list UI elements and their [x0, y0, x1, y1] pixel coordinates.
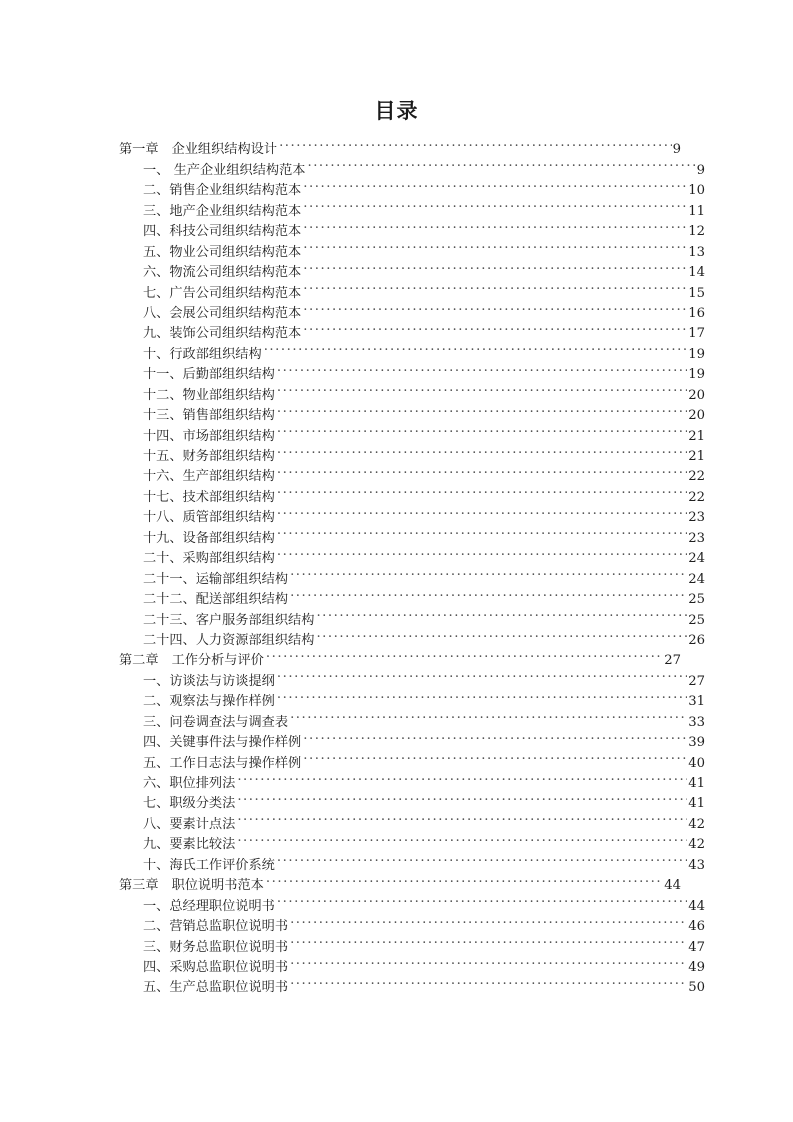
toc-dot-leader [277, 399, 687, 419]
toc-dot-leader [277, 358, 687, 378]
toc-dot-leader [277, 685, 687, 705]
toc-dot-leader [277, 460, 687, 480]
toc-dot-leader [307, 153, 695, 173]
toc-entry-label: 二、营销总监职位说明书 [143, 919, 289, 935]
toc-entry-label: 十、行政部组织结构 [143, 346, 262, 362]
toc-dot-leader [290, 910, 687, 930]
toc-dot-leader [290, 705, 687, 725]
toc-dot-leader [237, 807, 687, 827]
toc-dot-leader [303, 256, 687, 276]
toc-entry-page-number: 12 [688, 224, 705, 240]
toc-dot-leader [277, 480, 687, 500]
table-of-contents [119, 133, 705, 996]
toc-entry-page-number: 17 [688, 326, 705, 342]
toc-entry-label: 九、装饰公司组织结构范本 [143, 326, 302, 342]
toc-dot-leader [277, 542, 687, 562]
toc-entry-page-number: 10 [688, 183, 705, 199]
toc-entry-page-number: 21 [688, 449, 705, 464]
toc-entry-label: 五、工作日志法与操作样例 [143, 755, 302, 771]
toc-entry-number: 第一章 [119, 142, 159, 158]
toc-dot-leader [277, 521, 687, 541]
toc-entry-label: 十八、质管部组织结构 [143, 510, 275, 526]
toc-dot-leader [290, 951, 687, 971]
toc-entry-label: 二十一、运输部组织结构 [143, 571, 289, 587]
toc-entry-page-number: 25 [688, 612, 705, 628]
toc-dot-leader [266, 869, 663, 889]
toc-entry-page-number: 43 [688, 857, 705, 873]
toc-entry-page-number: 42 [688, 837, 705, 853]
toc-entry-page-number: 31 [688, 694, 705, 710]
toc-entry-page-number: 40 [688, 755, 705, 771]
toc-entry-page-number: 20 [688, 387, 705, 403]
toc-entry-page-number: 41 [688, 796, 705, 812]
toc-entry-page-number: 27 [664, 653, 681, 669]
toc-entry-page-number: 23 [688, 510, 705, 526]
toc-entry-page-number: 14 [688, 265, 705, 281]
toc-dot-leader [277, 440, 687, 460]
toc-entry-label: 二十二、配送部组织结构 [143, 592, 289, 608]
toc-entry-page-number: 22 [688, 489, 705, 505]
toc-dot-leader [277, 889, 687, 909]
toc-entry-page-number: 44 [688, 898, 705, 914]
toc-entry-page-number: 24 [688, 571, 705, 587]
toc-dot-leader [290, 930, 687, 950]
toc-dot-leader [277, 501, 687, 521]
toc-entry-label: 四、关键事件法与操作样例 [143, 735, 302, 751]
toc-dot-leader [237, 787, 687, 807]
toc-entry-label: 八、要素计点法 [143, 816, 236, 832]
toc-entry-label: 二十、采购部组织结构 [143, 551, 275, 567]
toc-entry-number: 第二章 [119, 653, 159, 669]
toc-entry-label: 十、海氏工作评价系统 [143, 857, 275, 873]
toc-dot-leader [303, 297, 687, 317]
toc-dot-leader [279, 133, 672, 153]
toc-dot-leader [303, 746, 687, 766]
toc-dot-leader [303, 235, 687, 255]
toc-dot-leader [277, 419, 687, 439]
toc-dot-leader [290, 562, 687, 582]
toc-dot-leader [277, 664, 687, 684]
toc-entry-page-number: 23 [688, 530, 705, 546]
toc-entry-label: 五、生产总监职位说明书 [143, 980, 289, 996]
toc-entry-label: 二十四、人力资源部组织结构 [143, 632, 315, 648]
toc-entry-label: 十七、技术部组织结构 [143, 489, 275, 505]
toc-entry-page-number: 50 [688, 980, 705, 996]
toc-entry-label: 二十三、客户服务部组织结构 [143, 612, 315, 628]
toc-entry-page-number: 41 [688, 776, 705, 791]
toc-entry[interactable] [119, 133, 681, 158]
toc-entry-label: 一、总经理职位说明书 [143, 898, 275, 914]
toc-entry-page-number: 44 [664, 878, 681, 894]
toc-dot-leader [237, 767, 687, 787]
toc-entry-page-number: 42 [688, 816, 705, 832]
toc-entry-page-number: 46 [688, 919, 705, 935]
toc-entry-page-number: 19 [688, 367, 705, 383]
toc-entry-page-number: 47 [688, 939, 705, 955]
toc-entry-label: 二、销售企业组织结构范本 [143, 183, 302, 199]
toc-entry-label: 三、财务总监职位说明书 [143, 939, 289, 955]
toc-dot-leader [290, 583, 687, 603]
toc-dot-leader [316, 603, 687, 623]
toc-entry-label: 十九、设备部组织结构 [143, 530, 275, 546]
toc-entry-label: 八、会展公司组织结构范本 [143, 305, 302, 321]
toc-entry-label: 九、要素比较法 [143, 837, 236, 853]
toc-entry-label: 十三、销售部组织结构 [143, 408, 275, 424]
toc-entry-label: 二、观察法与操作样例 [143, 694, 275, 710]
toc-dot-leader [303, 317, 687, 337]
toc-entry-page-number: 25 [688, 592, 705, 608]
toc-entry-page-number: 19 [688, 346, 705, 362]
toc-dot-leader [303, 276, 687, 296]
toc-dot-leader [303, 194, 687, 214]
toc-entry-label: 十五、财务部组织结构 [143, 449, 275, 464]
toc-entry-page-number: 26 [688, 632, 705, 648]
toc-entry-label: 十一、后勤部组织结构 [143, 367, 275, 383]
toc-dot-leader [303, 174, 687, 194]
toc-entry-label: 七、广告公司组织结构范本 [143, 285, 302, 301]
toc-dot-leader [277, 378, 687, 398]
toc-entry-label: 四、科技公司组织结构范本 [143, 224, 302, 240]
toc-entry-page-number: 16 [688, 305, 705, 321]
toc-entry-label: 六、物流公司组织结构范本 [143, 265, 302, 281]
toc-entry-label: 一、访谈法与访谈提纲 [143, 673, 275, 689]
toc-entry-label: 工作分析与评价 [171, 653, 264, 669]
toc-dot-leader [303, 215, 687, 235]
toc-entry-page-number: 27 [688, 673, 705, 689]
toc-dot-leader [264, 337, 688, 357]
toc-entry-label: 十二、物业部组织结构 [143, 387, 275, 403]
toc-dot-leader [303, 726, 687, 746]
toc-entry-label: 四、采购总监职位说明书 [143, 959, 289, 975]
toc-entry-page-number: 21 [688, 428, 705, 444]
toc-entry-label: 三、地产企业组织结构范本 [143, 203, 302, 219]
toc-entry-page-number: 20 [688, 408, 705, 424]
toc-entry-page-number: 33 [688, 714, 705, 730]
toc-entry-page-number: 15 [688, 285, 705, 301]
toc-entry-page-number: 13 [688, 244, 705, 260]
toc-entry-page-number: 49 [688, 959, 705, 975]
toc-entry-page-number: 9 [696, 162, 705, 178]
toc-entry-label: 六、职位排列法 [143, 776, 236, 791]
toc-entry-label: 十四、市场部组织结构 [143, 428, 275, 444]
toc-entry-label: 职位说明书范本 [171, 878, 264, 894]
toc-entry-page-number: 22 [688, 469, 705, 485]
toc-dot-leader [266, 644, 663, 664]
toc-entry-page-number: 11 [688, 203, 705, 219]
toc-entry-label: 十六、生产部组织结构 [143, 469, 275, 485]
toc-entry-page-number: 39 [688, 735, 705, 751]
toc-entry-label: 三、问卷调查法与调查表 [143, 714, 289, 730]
toc-entry-number: 第三章 [119, 878, 159, 894]
toc-entry-label: 七、职级分类法 [143, 796, 236, 812]
toc-entry-page-number: 9 [672, 142, 681, 158]
toc-dot-leader [290, 971, 687, 991]
toc-entry-page-number: 24 [688, 551, 705, 567]
page-title: 目录 [374, 98, 419, 123]
toc-entry-label: 五、物业公司组织结构范本 [143, 244, 302, 260]
toc-dot-leader [277, 848, 687, 868]
toc-entry-label: 企业组织结构设计 [171, 142, 278, 158]
toc-entry-label: 一、 生产企业组织结构范本 [143, 162, 306, 178]
toc-dot-leader [237, 828, 687, 848]
toc-dot-leader [316, 624, 687, 644]
